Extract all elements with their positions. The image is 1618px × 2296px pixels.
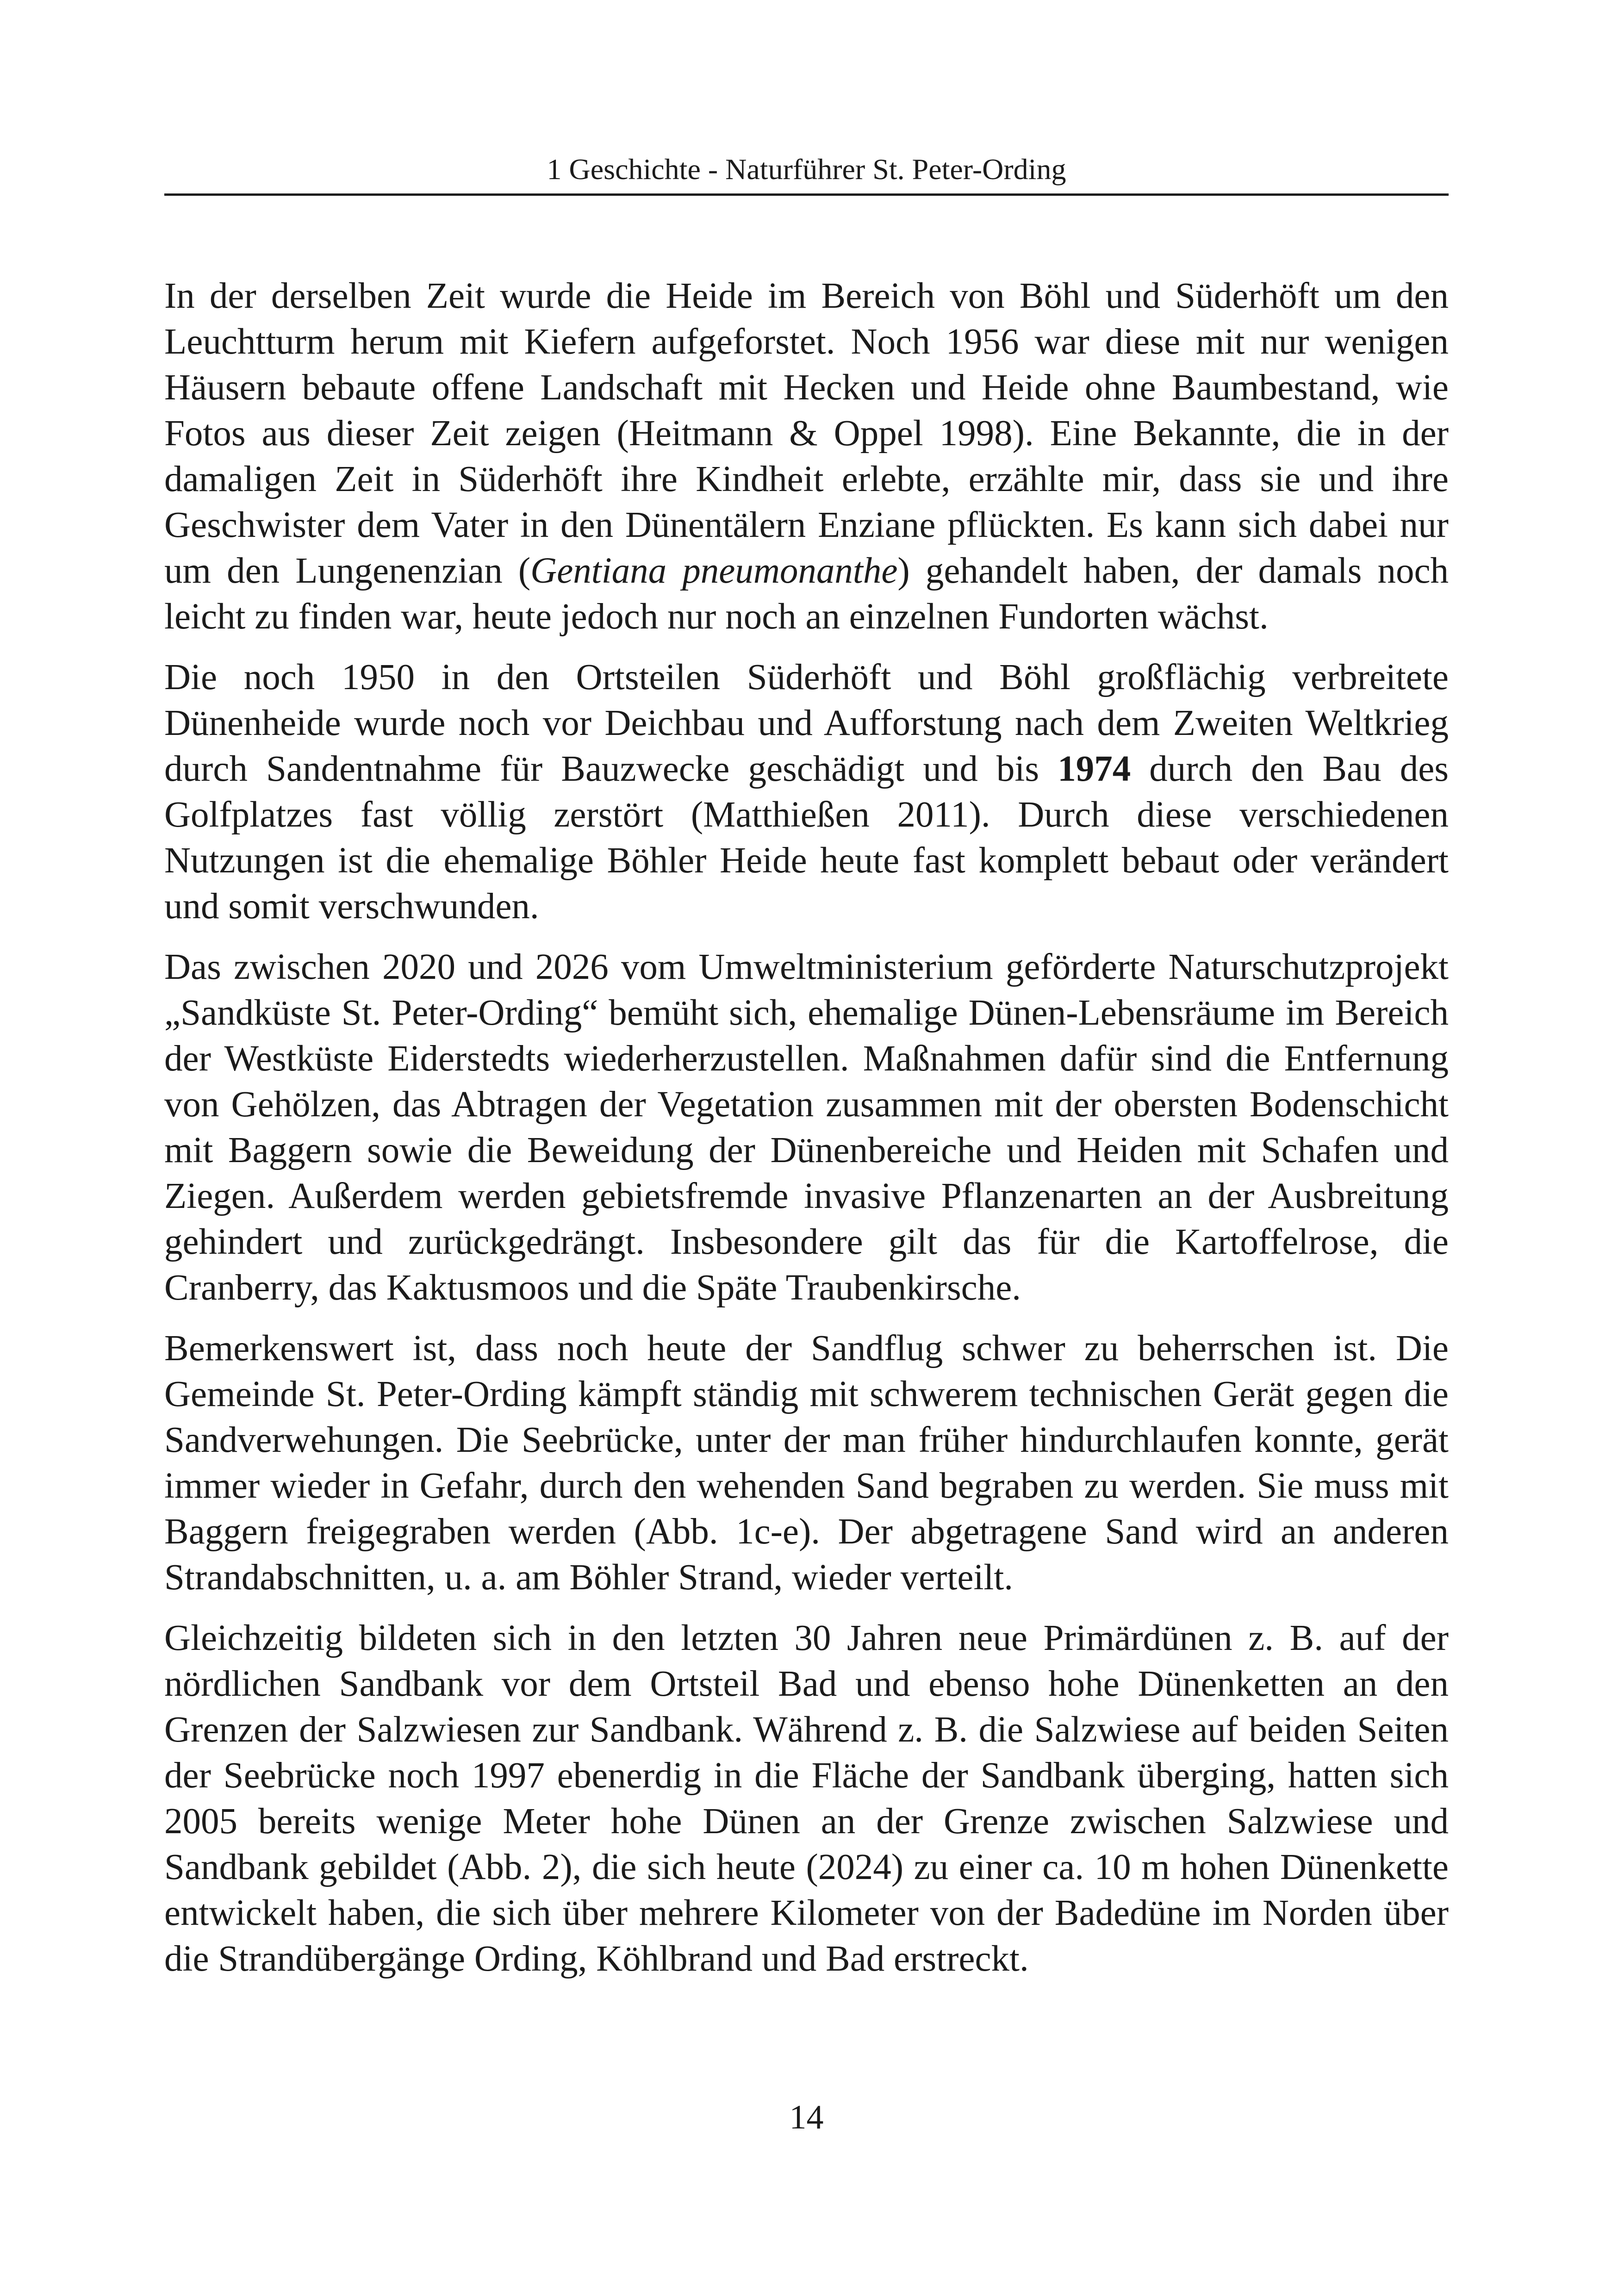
running-header: 1 Geschichte - Naturführer St. Peter-Ording xyxy=(547,153,1066,186)
paragraph-5: Gleichzeitig bildeten sich in den letzten 30 Jahren neue Primärdünen z. B. auf der nördlichen Sandbank vor dem Ortsteil Bad und ebenso hohe Dünenketten an den Grenzen der Salzwiesen zur Sandbank. Während z. B. die Salzwiese auf beiden Seiten der Seebrücke noch 1997 ebenerdig in die Fläche der Sandbank überging, hatten sich 2005 bereits wenige Meter hohe Dünen an der Grenze zwischen Salzwiese und Sandbank gebildet (Abb. 2), die sich heute (2024) zu einer ca. 10 m hohen Dünenkette entwickelt haben, die sich über mehrere Kilometer von der Badedüne im Norden über die Strandübergänge Ording, Köhlbrand und Bad erstreckt. xyxy=(164,1618,1449,1979)
paragraph-2 xyxy=(164,654,1449,929)
paragraph-1 xyxy=(164,273,1449,640)
paragraph-1-text-end: ) gehandelt haben, der damals noch leicht zu finden war, heute jedoch nur noch an einzelnen Fundorten wächst. xyxy=(164,551,1449,637)
header-rule xyxy=(164,193,1449,196)
bold-year: 1974 xyxy=(1058,749,1131,789)
paragraph-2-text-start: Die noch 1950 in den Ortsteilen Süderhöft und Böhl großflächig verbreitete Dünenheide wurde noch vor Deichbau und Aufforstung nach dem Zweiten Weltkrieg durch Sandentnahme für Bauzwecke geschädigt und bis xyxy=(164,657,1449,789)
paragraph-2-text-end: durch den Bau des Golfplatzes fast völlig zerstört (Matthießen 2011). Durch diese verschiedenen Nutzungen ist die ehemalige Böhler Heide heute fast komplett bebaut oder verändert und somit verschwunden. xyxy=(164,749,1449,927)
paragraph-1-text-start: In der derselben Zeit wurde die Heide im Bereich von Böhl und Süderhöft um den Leuchtturm herum mit Kiefern aufgeforstet. Noch 1956 war diese mit nur wenigen Häusern bebaute offene Landschaft mit Hecken und Heide ohne Baumbestand, wie Fotos aus dieser Zeit zeigen (Heitmann & Oppel 1998). Eine Bekannte, die in der damaligen Zeit in Süderhöft ihre Kindheit erlebte, erzählte mir, dass sie und ihre Geschwister dem Vater in den Dünentälern Enziane pflückten. Es kann sich dabei nur um den Lungenenzian ( xyxy=(164,276,1449,591)
paragraph-4: Bemerkenswert ist, dass noch heute der Sandflug schwer zu beherrschen ist. Die Gemeinde St. Peter-Ording kämpft ständig mit schwerem technischen Gerät gegen die Sandverwehungen. Die Seebrücke, unter der man früher hindurchlaufen konnte, gerät immer wieder in Gefahr, durch den wehenden Sand begraben zu werden. Sie muss mit Baggern freigegraben werden (Abb. 1c-e). Der abgetragene Sand wird an anderen Strandabschnitten, u. a. am Böhler Strand, wieder verteilt. xyxy=(164,1328,1449,1598)
page-number: 14 xyxy=(789,2098,824,2136)
body-text xyxy=(164,273,1449,1997)
species-name: Gentiana pneumonanthe xyxy=(530,551,898,591)
paragraph-3: Das zwischen 2020 und 2026 vom Umweltministerium geförderte Naturschutzprojekt „Sandküste St. Peter-Ording“ bemüht sich, ehemalige Dünen-Lebensräume im Bereich der Westküste Eiderstedts wiederherzustellen. Maßnahmen dafür sind die Entfernung von Gehölzen, das Abtragen der Vegetation zusammen mit der obersten Bodenschicht mit Baggern sowie die Beweidung der Dünenbereiche und Heiden mit Schafen und Ziegen. Außerdem werden gebietsfremde invasive Pflanzenarten an der Ausbreitung gehindert und zurückgedrängt. Insbesondere gilt das für die Kartoffelrose, die Cranberry, das Kaktusmoos und die Späte Traubenkirsche. xyxy=(164,947,1449,1308)
